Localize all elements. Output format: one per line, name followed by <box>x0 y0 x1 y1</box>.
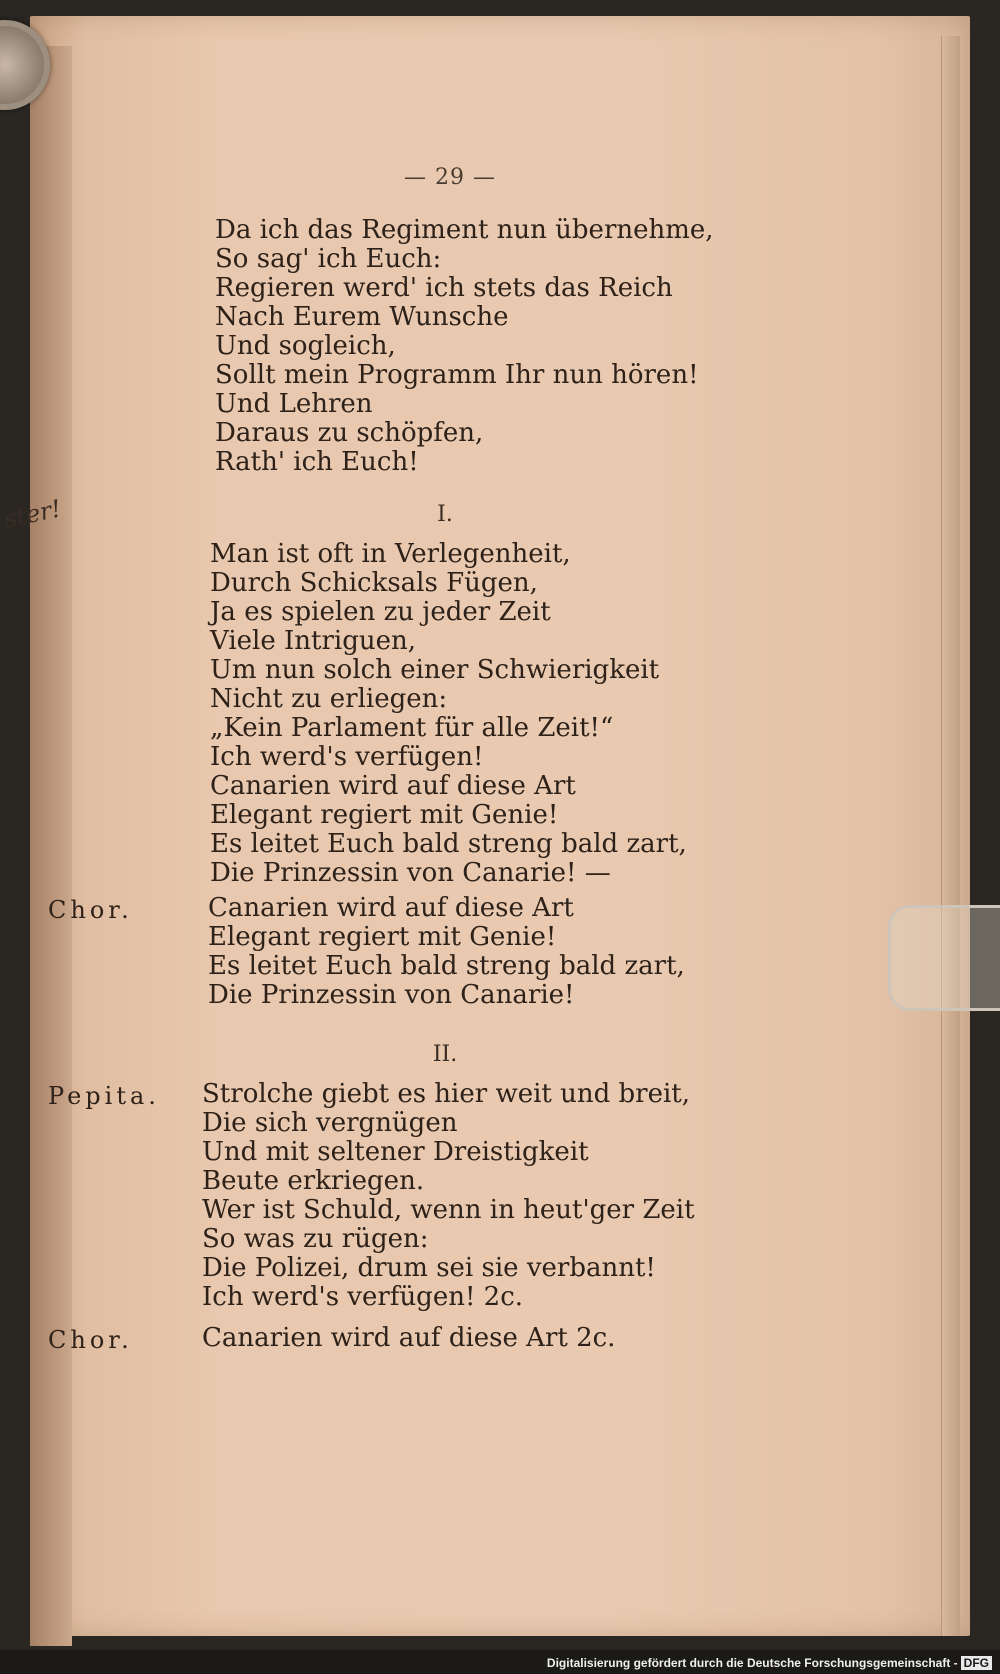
verse-line: Es leitet Euch bald streng bald zart, <box>208 951 685 981</box>
stanza-number-2: II. <box>432 1042 458 1067</box>
verse-line: Ja es spielen zu jeder Zeit <box>210 597 551 627</box>
verse-line: Da ich das Regiment nun übernehme, <box>215 215 714 245</box>
verse-line: Wer ist Schuld, wenn in heut'ger Zeit <box>202 1195 695 1225</box>
chor-2-verse <box>202 1324 615 1353</box>
previous-page-edge <box>30 46 72 1646</box>
stanza-2-verse <box>202 1080 695 1312</box>
verse-line: Nach Eurem Wunsche <box>215 302 509 332</box>
margin-fragment: ster! <box>1 494 64 534</box>
verse-line: Durch Schicksals Fügen, <box>210 568 538 598</box>
verse-line: Canarien wird auf diese Art <box>208 893 574 923</box>
verse-line: Nicht zu erliegen: <box>210 684 448 714</box>
verse-line: Viele Intriguen, <box>210 626 416 656</box>
verse-line: Beute erkriegen. <box>202 1166 425 1196</box>
verse-line: So was zu rügen: <box>202 1224 429 1254</box>
verse-line: Es leitet Euch bald streng bald zart, <box>210 829 687 859</box>
verse-line: Canarien wird auf diese Art <box>210 771 576 801</box>
verse-line: Die Polizei, drum sei sie verbannt! <box>202 1253 656 1283</box>
dfg-logo: DFG <box>961 1656 992 1670</box>
verse-line: Strolche giebt es hier weit und breit, <box>202 1079 691 1109</box>
verse-line: Und sogleich, <box>215 331 396 361</box>
verse-line: So sag' ich Euch: <box>215 244 442 274</box>
verse-line: Und mit seltener Dreistigkeit <box>202 1137 589 1167</box>
verse-line: Sollt mein Programm Ihr nun hören! <box>215 360 699 390</box>
footer-credit <box>547 1656 992 1670</box>
page-number: — 29 — <box>404 165 496 190</box>
verse-line: Ich werd's verfügen! <box>210 742 484 772</box>
verse-line: Rath' ich Euch! <box>215 447 419 477</box>
verse-line: Die sich vergnügen <box>202 1108 458 1138</box>
speaker-chor-2 <box>48 1326 133 1354</box>
verse-line: Man ist oft in Verlegenheit, <box>210 539 571 569</box>
verse-line: Und Lehren <box>215 389 373 419</box>
verse-line: Um nun solch einer Schwierigkeit <box>210 655 660 685</box>
stanza-number-1: I. <box>437 502 453 527</box>
stanza-1-verse <box>210 540 687 888</box>
speaker-chor-1: Chor. <box>48 896 133 924</box>
verse-line: Die Prinzessin von Canarie! — <box>210 858 611 888</box>
verse-line: Regieren werd' ich stets das Reich <box>215 273 673 303</box>
verse-line: Ich werd's verfügen! 2c. <box>202 1282 524 1312</box>
verse-line: Elegant regiert mit Genie! <box>210 800 559 830</box>
verse-line: Canarien wird auf diese Art 2c. <box>202 1323 616 1353</box>
footer-text: Digitalisierung gefördert durch die Deutsche Forschungsgemeinschaft - <box>546 1656 958 1670</box>
speaker-chor-2-label: Chor. <box>48 1326 133 1354</box>
chor-1-verse <box>208 894 685 1010</box>
page-right-edge <box>941 36 960 1636</box>
intro-verse <box>215 216 714 477</box>
verse-line: Die Prinzessin von Canarie! <box>208 980 575 1010</box>
page-clip-icon <box>888 905 1000 1011</box>
verse-line: Daraus zu schöpfen, <box>215 418 484 448</box>
verse-line: Elegant regiert mit Genie! <box>208 922 557 952</box>
speaker-pepita: Pepita. <box>48 1082 160 1110</box>
verse-line: „Kein Parlament für alle Zeit!“ <box>210 713 614 743</box>
